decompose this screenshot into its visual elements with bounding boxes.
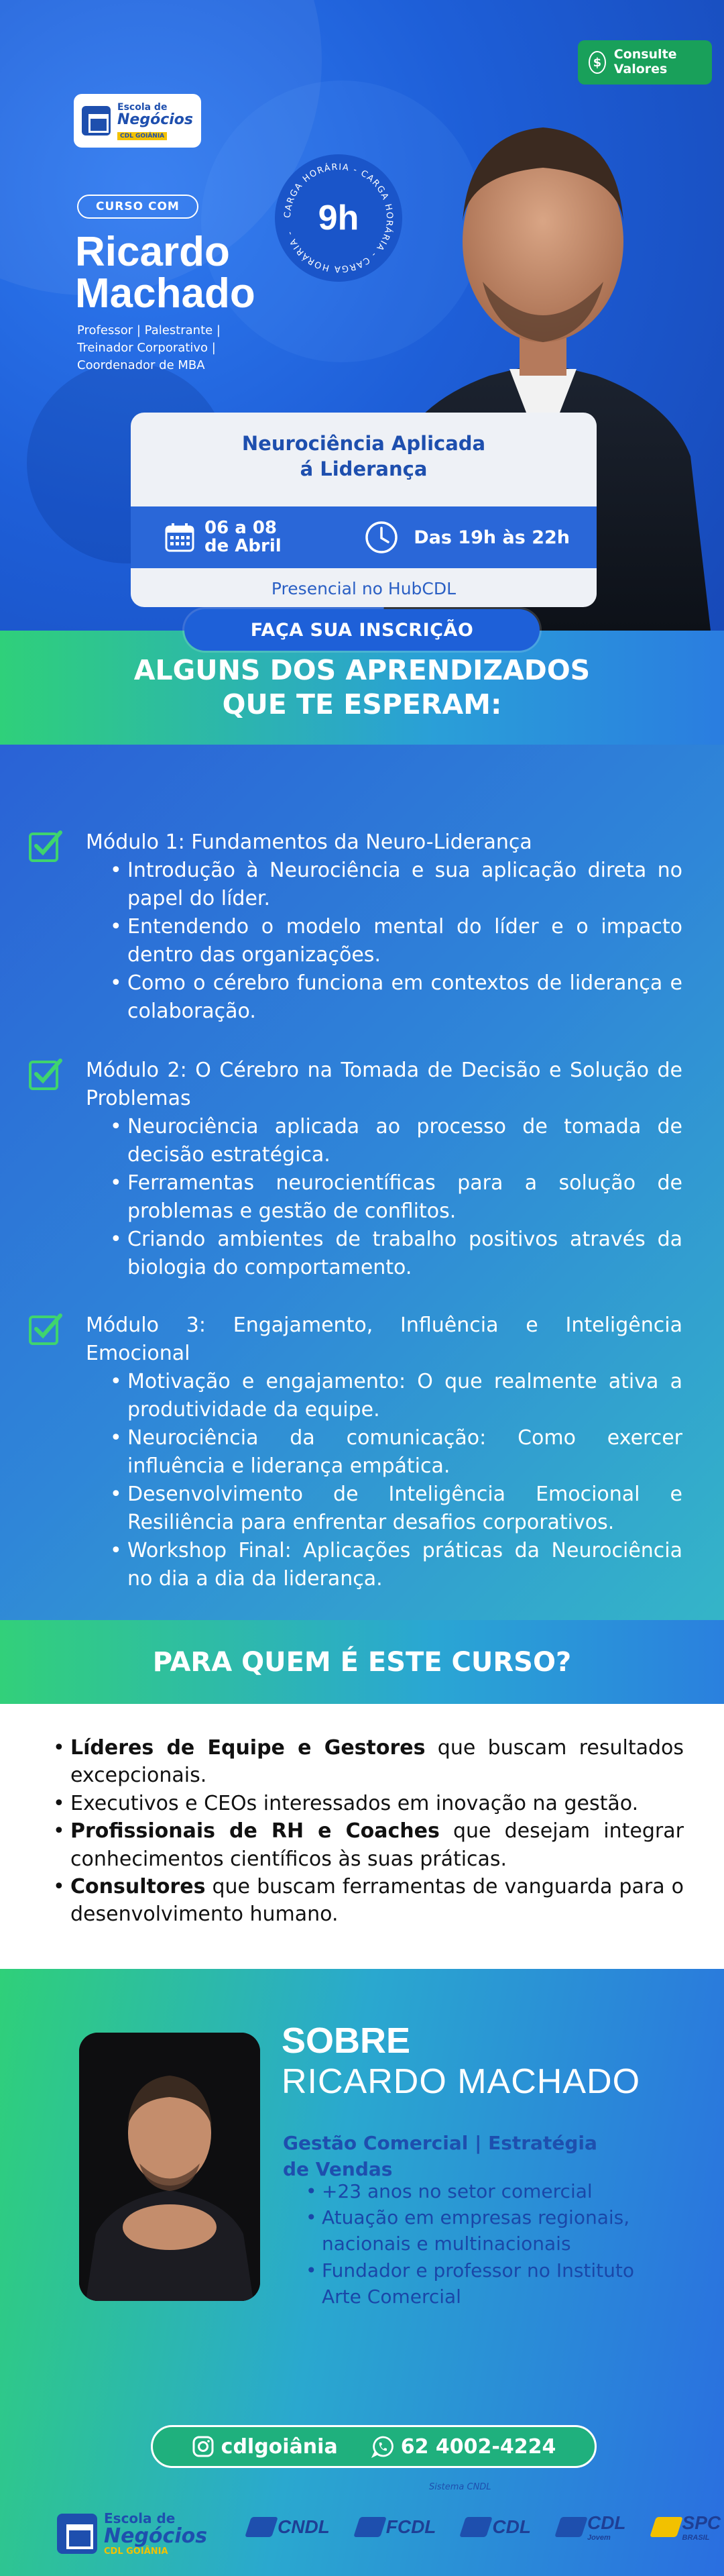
instructor-roles	[77, 322, 272, 374]
partner-name: FCDL	[385, 2516, 436, 2537]
hours-value: 9h	[318, 199, 359, 237]
logo-line2: Negócios	[117, 111, 193, 128]
checkbox-icon	[28, 1057, 63, 1091]
list-item: • Motivação e engajamento: O que realmente ativa a produtividade da equipe.	[127, 1368, 682, 1424]
list-item	[70, 1817, 684, 1873]
list-item: • Criando ambientes de trabalho positivos através da biologia do comportamento.	[127, 1226, 682, 1282]
course-title	[131, 431, 597, 482]
time-block	[364, 520, 570, 555]
course-time: Das 19h às 22h	[414, 527, 570, 548]
audience-bold: Consultores	[70, 1874, 206, 1898]
building-icon	[57, 2514, 97, 2554]
whatsapp-link[interactable]	[371, 2435, 556, 2459]
audience-text: que desejam integrar conhecimentos científicos às suas práticas.	[70, 1819, 684, 1871]
school-logo-footer	[57, 2510, 207, 2557]
date-block	[164, 519, 282, 556]
dates-line: 06 a 08	[204, 517, 278, 538]
role-line: Treinador Corporativo |	[77, 341, 216, 356]
partner-name: CNDL	[278, 2516, 330, 2537]
list-item: • Como o cérebro funciona em contextos de liderança e colaboração.	[127, 969, 682, 1026]
whatsapp-icon	[371, 2435, 394, 2458]
logo-line3: CDL GOIÂNIA	[104, 2546, 168, 2557]
school-logo	[74, 94, 201, 148]
checkbox-icon	[28, 1311, 63, 1346]
partner-logo-cndl	[248, 2516, 330, 2538]
list-item: • Workshop Final: Aplicações práticas da Neurociência no dia a dia da liderança.	[127, 1537, 682, 1593]
instagram-link[interactable]	[192, 2435, 338, 2459]
role-line: Professor | Palestrante |	[77, 323, 221, 337]
partner-logo-cdl	[463, 2516, 531, 2538]
module-title: Módulo 2: O Cérebro na Tomada de Decisão e Solução de Problemas	[86, 1059, 682, 1110]
partner-logo-fcdl	[357, 2516, 436, 2538]
list-item: • Entendendo o modelo mental do líder e o impacto dentro das organizações.	[127, 913, 682, 969]
list-item: • Introdução à Neurociência e sua aplicação direta no papel do líder.	[127, 857, 682, 913]
audience-bold: Profissionais de RH e Coaches	[70, 1819, 440, 1843]
module-items	[127, 1113, 682, 1282]
contact-bar	[151, 2425, 597, 2468]
module-title: Módulo 3: Engajamento, Influência e Inteligência Emocional	[86, 1313, 682, 1365]
cdl-jovem-mark-icon	[554, 2517, 588, 2537]
audience-title: PARA QUEM É ESTE CURSO?	[152, 1646, 572, 1678]
logo-line2: Negócios	[104, 2524, 208, 2548]
hours-badge	[275, 154, 402, 282]
fcdl-mark-icon	[353, 2517, 387, 2537]
about-section	[0, 1969, 724, 2576]
list-item: • +23 anos no setor comercial	[322, 2178, 637, 2204]
consult-prices-label: Consulte Valores	[613, 47, 677, 76]
role-line: Coordenador de MBA	[77, 358, 205, 373]
partner-tag: Jovem	[587, 2534, 611, 2542]
modules-section	[0, 745, 724, 1620]
partner-tag: BRASIL	[682, 2534, 710, 2542]
about-subtitle: Gestão Comercial | Estratégia de Vendas	[283, 2132, 597, 2181]
course-title-line: á Liderança	[300, 457, 428, 480]
footer-logos	[0, 2475, 724, 2576]
learnings-title	[94, 653, 630, 722]
logo-line1: Escola de	[117, 101, 168, 113]
list-item: • Atuação em empresas regionais, nacionais e multinacionais	[322, 2204, 637, 2257]
course-dates	[204, 519, 282, 556]
logo-line1: Escola de	[104, 2510, 176, 2526]
learnings-title-line: ALGUNS DOS APRENDIZADOS	[133, 653, 591, 686]
about-heading: SOBRE	[282, 2021, 411, 2061]
consult-prices-badge[interactable]	[578, 40, 712, 85]
building-icon	[82, 106, 111, 136]
list-item: • Fundador e professor no Instituto Arte Comercial	[322, 2257, 637, 2310]
spc-mark-icon	[650, 2517, 683, 2537]
about-list	[322, 2178, 637, 2310]
clock-icon	[364, 520, 399, 555]
dollar-icon: $	[589, 51, 606, 74]
dates-line: de Abril	[204, 536, 282, 556]
module-items	[127, 1368, 682, 1593]
signup-button[interactable]: FAÇA SUA INSCRIÇÃO	[184, 609, 540, 651]
instructor-name	[75, 231, 255, 315]
audience-bold: Líderes de Equipe e Gestores	[70, 1736, 426, 1760]
module-title: Módulo 1: Fundamentos da Neuro-Liderança	[86, 830, 532, 854]
partner-name: CDL	[492, 2516, 531, 2537]
partner-logo-spc	[653, 2512, 721, 2542]
list-item: • Ferramentas neurocientíficas para a solução de problemas e gestão de conflitos.	[127, 1169, 682, 1226]
cndl-mark-icon	[245, 2517, 278, 2537]
audience-text: que buscam resultados excepcionais.	[70, 1736, 684, 1788]
partner-name: CDL	[587, 2512, 626, 2533]
list-item	[70, 1734, 684, 1790]
course-venue: Presencial no HubCDL	[271, 579, 457, 598]
instructor-last-name: Machado	[75, 270, 255, 317]
system-label: Sistema CNDL	[429, 2482, 491, 2492]
list-item: • Desenvolvimento de Inteligência Emocional e Resiliência para enfrentar desafios corporativos.	[127, 1481, 682, 1537]
about-name: RICARDO MACHADO	[282, 2062, 641, 2101]
audience-list	[70, 1734, 684, 1929]
instructor-portrait	[79, 2033, 260, 2301]
partner-logos	[248, 2512, 721, 2542]
audience-text: que buscam ferramentas de vanguarda para o desenvolvimento humano.	[70, 1874, 684, 1927]
list-item: • Neurociência da comunicação: Como exercer influência e liderança empática.	[127, 1424, 682, 1481]
module-items	[127, 857, 682, 1026]
course-info-card	[131, 413, 597, 607]
about-photo	[79, 2033, 260, 2301]
hours-ring-text: CARGA HORÁRIA - CARGA HORÁRIA - CARGA HORÁRIA -	[282, 162, 395, 274]
list-item	[70, 1873, 684, 1929]
cdl-mark-icon	[460, 2517, 493, 2537]
learnings-title-line: QUE TE ESPERAM:	[222, 688, 502, 720]
phone-number: 62 4002-4224	[400, 2434, 556, 2459]
course-title-line: Neurociência Aplicada	[241, 432, 486, 455]
audience-text: Executivos e CEOs interessados em inovação na gestão.	[70, 1791, 639, 1815]
partner-name: SPC	[682, 2512, 721, 2533]
list-item	[70, 1790, 684, 1817]
calendar-icon	[164, 522, 195, 553]
checkbox-icon	[28, 828, 63, 863]
list-item: • Neurociência aplicada ao processo de tomada de decisão estratégica.	[127, 1113, 682, 1169]
audience-header	[0, 1620, 724, 1704]
instagram-icon	[192, 2435, 215, 2458]
partner-logo-cdl-jovem	[558, 2512, 626, 2542]
instagram-handle: cdlgoiânia	[221, 2434, 338, 2459]
schedule-band	[131, 506, 597, 568]
instructor-first-name: Ricardo	[75, 229, 230, 275]
audience-section	[0, 1704, 724, 1969]
logo-line3: CDL GOIÂNIA	[117, 132, 167, 140]
course-with-tag: CURSO COM	[77, 195, 198, 219]
